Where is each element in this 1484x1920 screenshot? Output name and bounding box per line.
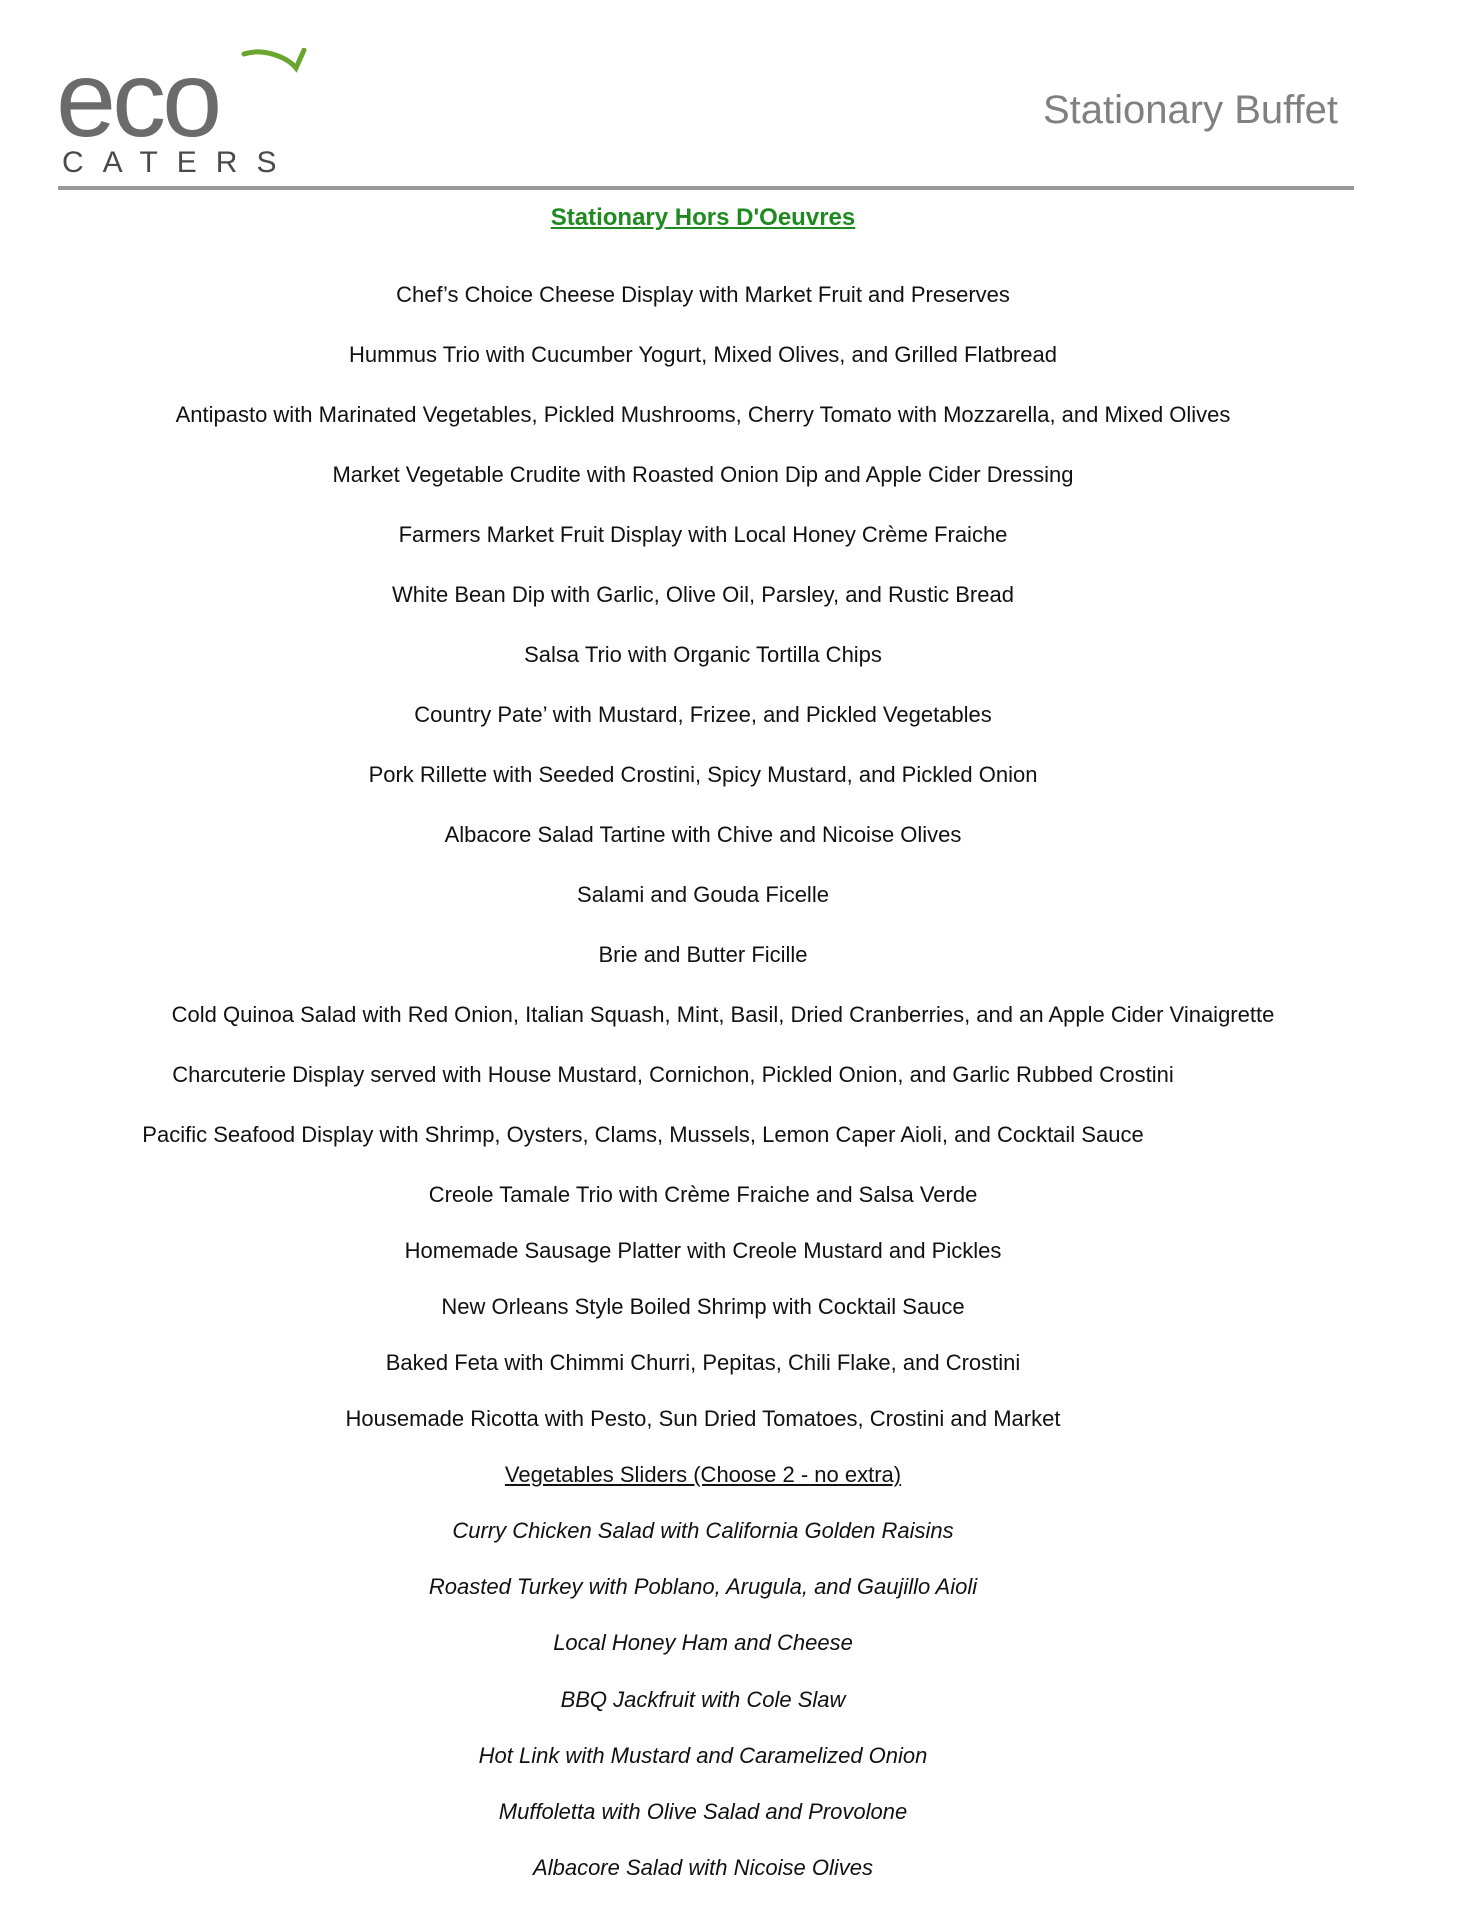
logo-wordmark: eco (56, 48, 219, 159)
menu-item: Farmers Market Fruit Display with Local Honey Crème Fraiche (398, 522, 1008, 547)
menu-item: Homemade Sausage Platter with Creole Mustard and Pickles (404, 1238, 1002, 1263)
menu-item: Antipasto with Marinated Vegetables, Pickled Mushrooms, Cherry Tomato with Mozzarella, and Mixed Olives (175, 402, 1231, 427)
menu-item: Country Pate’ with Mustard, Frizee, and Pickled Vegetables (414, 702, 992, 727)
menu-item: Creole Tamale Trio with Crème Fraiche and Salsa Verde (428, 1182, 978, 1207)
page-title: Stationary Buffet (1043, 88, 1338, 132)
menu-item: Hummus Trio with Cucumber Yogurt, Mixed Olives, and Grilled Flatbread (349, 342, 1057, 367)
menu-item: Baked Feta with Chimmi Churri, Pepitas, Chili Flake, and Crostini (385, 1350, 1021, 1375)
menu-item: Pacific Seafood Display with Shrimp, Oysters, Clams, Mussels, Lemon Caper Aioli, and Cocktail Sauce (142, 1122, 1144, 1147)
menu-item: White Bean Dip with Garlic, Olive Oil, Parsley, and Rustic Bread (392, 582, 1014, 607)
menu-item: Charcuterie Display served with House Mustard, Cornichon, Pickled Onion, and Garlic Rubbed Crostini (172, 1062, 1174, 1087)
menu-item: New Orleans Style Boiled Shrimp with Cocktail Sauce (441, 1294, 965, 1319)
section-heading: Stationary Hors D'Oeuvres (550, 204, 856, 231)
slider-item: Local Honey Ham and Cheese (553, 1630, 853, 1655)
menu-item: Salami and Gouda Ficelle (577, 882, 829, 907)
slider-item: Albacore Salad with Nicoise Olives (533, 1855, 873, 1880)
logo-subtext: CATERS (62, 146, 296, 178)
slider-item: Muffoletta with Olive Salad and Provolone (498, 1799, 908, 1824)
slider-item: Curry Chicken Salad with California Golden Raisins (452, 1518, 954, 1543)
menu-item: Salsa Trio with Organic Tortilla Chips (524, 642, 882, 667)
menu-item: Albacore Salad Tartine with Chive and Nicoise Olives (444, 822, 962, 847)
menu-item: Pork Rillette with Seeded Crostini, Spicy Mustard, and Pickled Onion (368, 762, 1038, 787)
slider-item: BBQ Jackfruit with Cole Slaw (560, 1687, 846, 1712)
menu-item: Brie and Butter Ficille (598, 942, 808, 967)
menu-item: Chef’s Choice Cheese Display with Market Fruit and Preserves (396, 282, 1010, 307)
slider-item: Hot Link with Mustard and Caramelized Onion (478, 1743, 928, 1768)
slider-item: Roasted Turkey with Poblano, Arugula, and Gaujillo Aioli (428, 1574, 978, 1599)
sliders-heading: Vegetables Sliders (Choose 2 - no extra) (504, 1462, 902, 1487)
menu-item: Housemade Ricotta with Pesto, Sun Dried Tomatoes, Crostini and Market (345, 1406, 1061, 1431)
menu-item: Cold Quinoa Salad with Red Onion, Italian Squash, Mint, Basil, Dried Cranberries, and an Apple Cider Vinaigrette (171, 1002, 1275, 1027)
menu-item: Market Vegetable Crudite with Roasted Onion Dip and Apple Cider Dressing (332, 462, 1074, 487)
